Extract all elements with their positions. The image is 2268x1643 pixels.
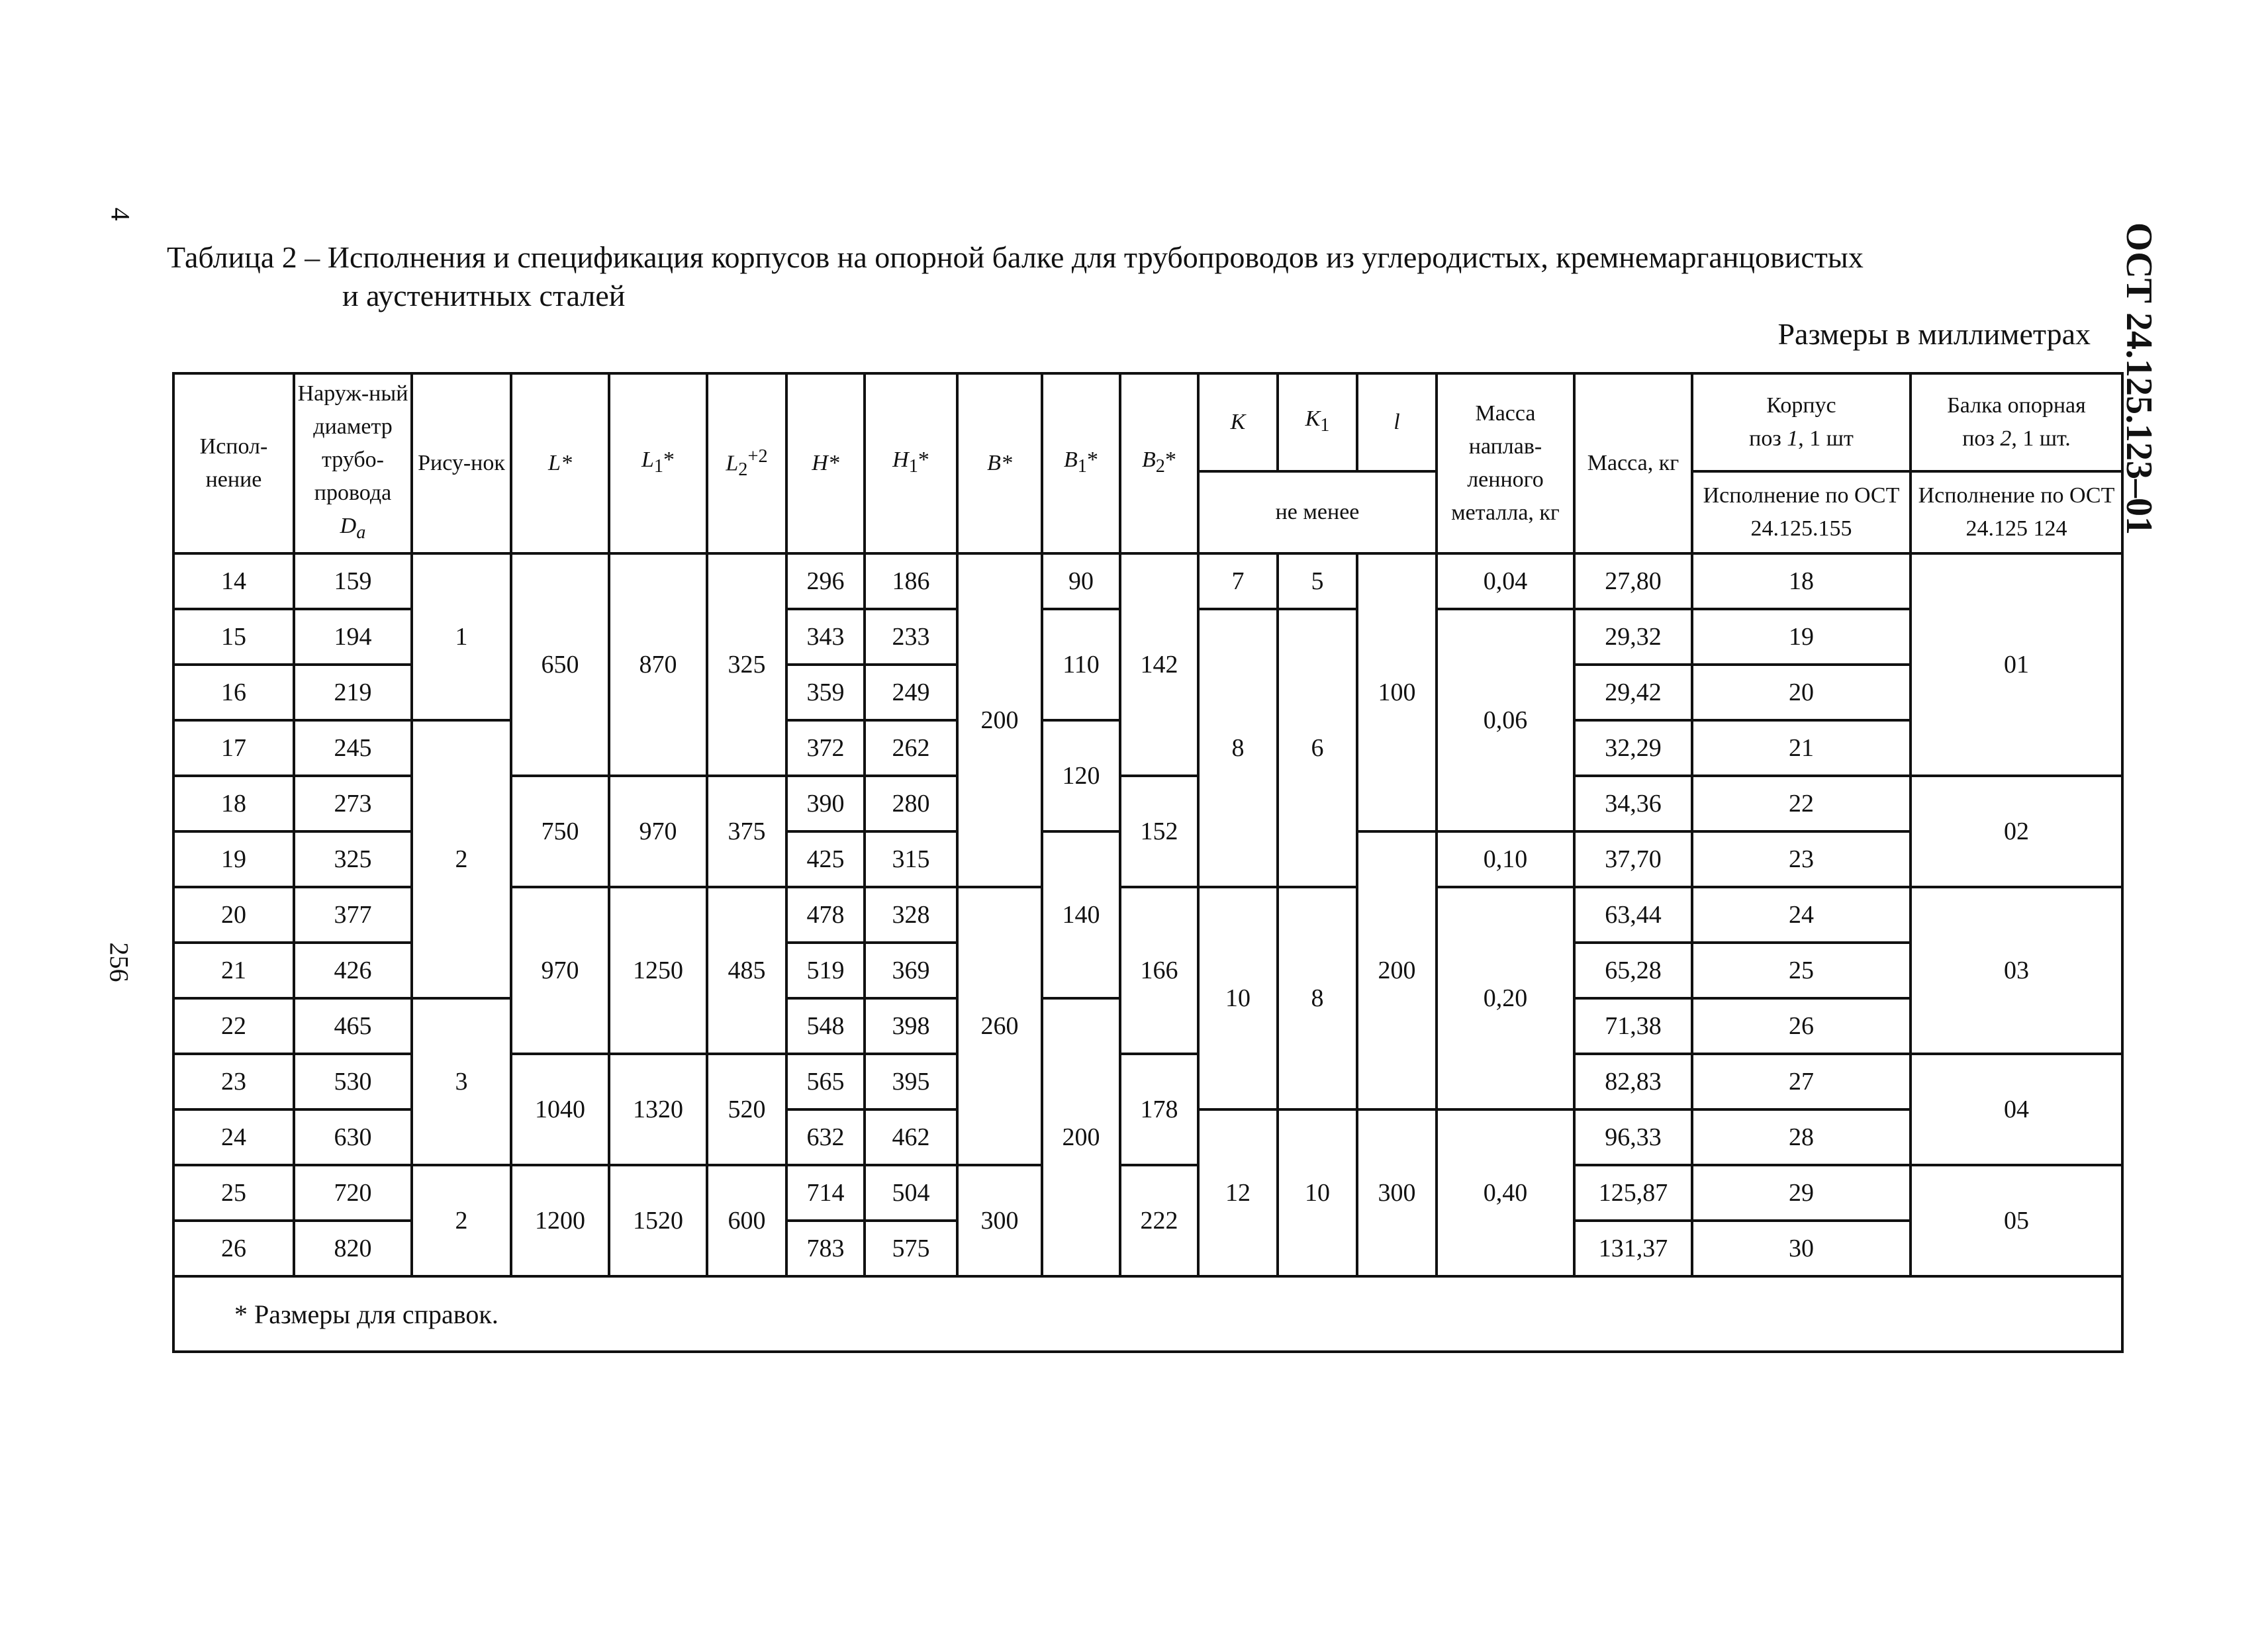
cell-isp: 22 [173,998,294,1054]
header-massa: Масса, кг [1574,373,1692,553]
cell-korpus: 24 [1692,887,1911,943]
cell-mass: 29,42 [1574,665,1692,720]
page-number: 4 [105,207,136,221]
cell-d: 465 [294,998,412,1054]
spec-table [172,372,2124,1353]
cell-h: 519 [786,943,865,998]
cell-h: 783 [786,1221,865,1276]
cell-mass: 82,83 [1574,1054,1692,1109]
header-korpus: Корпус поз 1, 1 шт [1692,373,1911,471]
cell-isp: 26 [173,1221,294,1276]
cell-korpus: 28 [1692,1109,1911,1165]
table-row [173,1165,2122,1221]
cell-h: 343 [786,609,865,665]
cell-L1: 870 [609,553,707,776]
header-balka: Балка опорная поз 2, 1 шт. [1911,373,2122,471]
cell-mm: 0,06 [1437,609,1574,831]
units-note: Размеры в миллиметрах [1777,317,2091,351]
cell-B1: 90 [1042,553,1120,609]
cell-d: 530 [294,1054,412,1109]
cell-h: 714 [786,1165,865,1221]
cell-B2: 178 [1120,1054,1198,1165]
cell-B1: 120 [1042,720,1120,831]
cell-l: 300 [1357,1109,1437,1276]
cell-L: 650 [511,553,609,776]
header-risunok: Рису-нок [412,373,511,553]
header-L1: $L_1*$ [609,373,707,553]
cell-korpus: 26 [1692,998,1911,1054]
sheet-number: 256 [104,942,134,982]
cell-B: 260 [957,887,1042,1165]
cell-d: 630 [294,1109,412,1165]
cell-B2: 166 [1120,887,1198,1054]
header-H1: $H_1*$ [865,373,957,553]
cell-L: 970 [511,887,609,1054]
cell-ris: 2 [412,720,511,998]
header-diameter: Наруж-ный диаметр трубо-провода $D_a$ [294,373,412,553]
cell-L2: 375 [707,776,786,887]
cell-isp: 21 [173,943,294,998]
cell-ris: 1 [412,553,511,720]
cell-B2: 152 [1120,776,1198,887]
cell-h: 425 [786,831,865,887]
cell-isp: 14 [173,553,294,609]
cell-isp: 19 [173,831,294,887]
header-ispolnenie: Испол-нение [173,373,294,553]
cell-L1: 1520 [609,1165,707,1276]
cell-isp: 24 [173,1109,294,1165]
header-L2: $L_2^{+2}$ [707,373,786,553]
cell-balka: 05 [1911,1165,2122,1276]
cell-d: 273 [294,776,412,831]
cell-mass: 32,29 [1574,720,1692,776]
cell-d: 194 [294,609,412,665]
cell-d: 426 [294,943,412,998]
cell-B: 300 [957,1165,1042,1276]
header-L: L* [511,373,609,553]
cell-d: 377 [294,887,412,943]
cell-h1: 369 [865,943,957,998]
cell-isp: 16 [173,665,294,720]
cell-h1: 504 [865,1165,957,1221]
header-massa-metal: Масса наплав-ленного металла, кг [1437,373,1574,553]
footnote-row [173,1276,2122,1352]
cell-h: 565 [786,1054,865,1109]
cell-korpus: 18 [1692,553,1911,609]
cell-mm: 0,20 [1437,887,1574,1109]
cell-h1: 280 [865,776,957,831]
header-korpus-ost: Исполнение по ОСТ 24.125.155 [1692,471,1911,553]
cell-l: 100 [1357,553,1437,831]
header-B1: $B_1*$ [1042,373,1120,553]
header-K1: $K_1$ [1278,373,1357,471]
cell-d: 245 [294,720,412,776]
cell-korpus: 19 [1692,609,1911,665]
cell-korpus: 30 [1692,1221,1911,1276]
cell-mass: 63,44 [1574,887,1692,943]
cell-h1: 262 [865,720,957,776]
cell-mm: 0,04 [1437,553,1574,609]
table-title [167,238,2120,315]
cell-L1: 970 [609,776,707,887]
cell-l: 200 [1357,831,1437,1109]
cell-korpus: 21 [1692,720,1911,776]
cell-h1: 233 [865,609,957,665]
cell-L1: 1250 [609,887,707,1054]
cell-balka: 01 [1911,553,2122,776]
cell-h1: 398 [865,998,957,1054]
cell-h: 478 [786,887,865,943]
cell-B: 200 [957,553,1042,887]
cell-K: 8 [1198,609,1278,887]
footnote: * Размеры для справок. [173,1276,2122,1352]
cell-isp: 18 [173,776,294,831]
header-balka-ost: Исполнение по ОСТ 24.125 124 [1911,471,2122,553]
cell-L1: 1320 [609,1054,707,1165]
cell-L2: 325 [707,553,786,776]
cell-L2: 520 [707,1054,786,1165]
cell-korpus: 25 [1692,943,1911,998]
cell-K: 7 [1198,553,1278,609]
cell-mass: 29,32 [1574,609,1692,665]
header-l: l [1357,373,1437,471]
cell-balka: 02 [1911,776,2122,887]
cell-isp: 25 [173,1165,294,1221]
cell-ris: 2 [412,1165,511,1276]
cell-isp: 20 [173,887,294,943]
cell-h: 632 [786,1109,865,1165]
cell-mm: 0,40 [1437,1109,1574,1276]
cell-h: 359 [786,665,865,720]
header-B2: $B_2*$ [1120,373,1198,553]
cell-h: 390 [786,776,865,831]
cell-B1: 110 [1042,609,1120,720]
cell-d: 219 [294,665,412,720]
cell-mass: 96,33 [1574,1109,1692,1165]
cell-K1: 10 [1278,1109,1357,1276]
cell-h1: 328 [865,887,957,943]
cell-h: 548 [786,998,865,1054]
cell-B2: 222 [1120,1165,1198,1276]
cell-mass: 37,70 [1574,831,1692,887]
cell-h1: 395 [865,1054,957,1109]
cell-korpus: 27 [1692,1054,1911,1109]
title-line-2: и аустенитных сталей [342,279,626,312]
cell-L: 1040 [511,1054,609,1165]
cell-balka: 03 [1911,887,2122,1054]
cell-isp: 17 [173,720,294,776]
cell-mass: 131,37 [1574,1221,1692,1276]
cell-h1: 249 [865,665,957,720]
cell-d: 325 [294,831,412,887]
cell-h1: 315 [865,831,957,887]
cell-korpus: 22 [1692,776,1911,831]
cell-h1: 462 [865,1109,957,1165]
cell-K1: 5 [1278,553,1357,609]
title-line-1: Таблица 2 – Исполнения и спецификация корпусов на опорной балке для трубопроводов из углеродистых, кремнемарганцовистых [167,240,1864,274]
cell-korpus: 29 [1692,1165,1911,1221]
cell-L2: 485 [707,887,786,1054]
cell-K: 12 [1198,1109,1278,1276]
cell-K1: 8 [1278,887,1357,1109]
header-K: K [1198,373,1278,471]
cell-B1: 200 [1042,998,1120,1276]
cell-K1: 6 [1278,609,1357,887]
cell-d: 820 [294,1221,412,1276]
cell-h1: 575 [865,1221,957,1276]
cell-L: 750 [511,776,609,887]
cell-mm: 0,10 [1437,831,1574,887]
cell-K: 10 [1198,887,1278,1109]
table-row [173,553,2122,609]
cell-L: 1200 [511,1165,609,1276]
cell-korpus: 20 [1692,665,1911,720]
cell-mass: 71,38 [1574,998,1692,1054]
cell-d: 720 [294,1165,412,1221]
cell-mass: 125,87 [1574,1165,1692,1221]
cell-balka: 04 [1911,1054,2122,1165]
cell-isp: 23 [173,1054,294,1109]
cell-isp: 15 [173,609,294,665]
cell-h: 372 [786,720,865,776]
header-ne-menee: не менее [1198,471,1437,553]
cell-h: 296 [786,553,865,609]
document-code: ОСТ 24.125.123–01 [2118,222,2160,536]
cell-mass: 65,28 [1574,943,1692,998]
cell-L2: 600 [707,1165,786,1276]
cell-d: 159 [294,553,412,609]
header-B: B* [957,373,1042,553]
cell-ris: 3 [412,998,511,1165]
header-H: H* [786,373,865,553]
cell-h1: 186 [865,553,957,609]
cell-B1: 140 [1042,831,1120,998]
cell-korpus: 23 [1692,831,1911,887]
cell-mass: 27,80 [1574,553,1692,609]
cell-B2: 142 [1120,553,1198,776]
cell-mass: 34,36 [1574,776,1692,831]
